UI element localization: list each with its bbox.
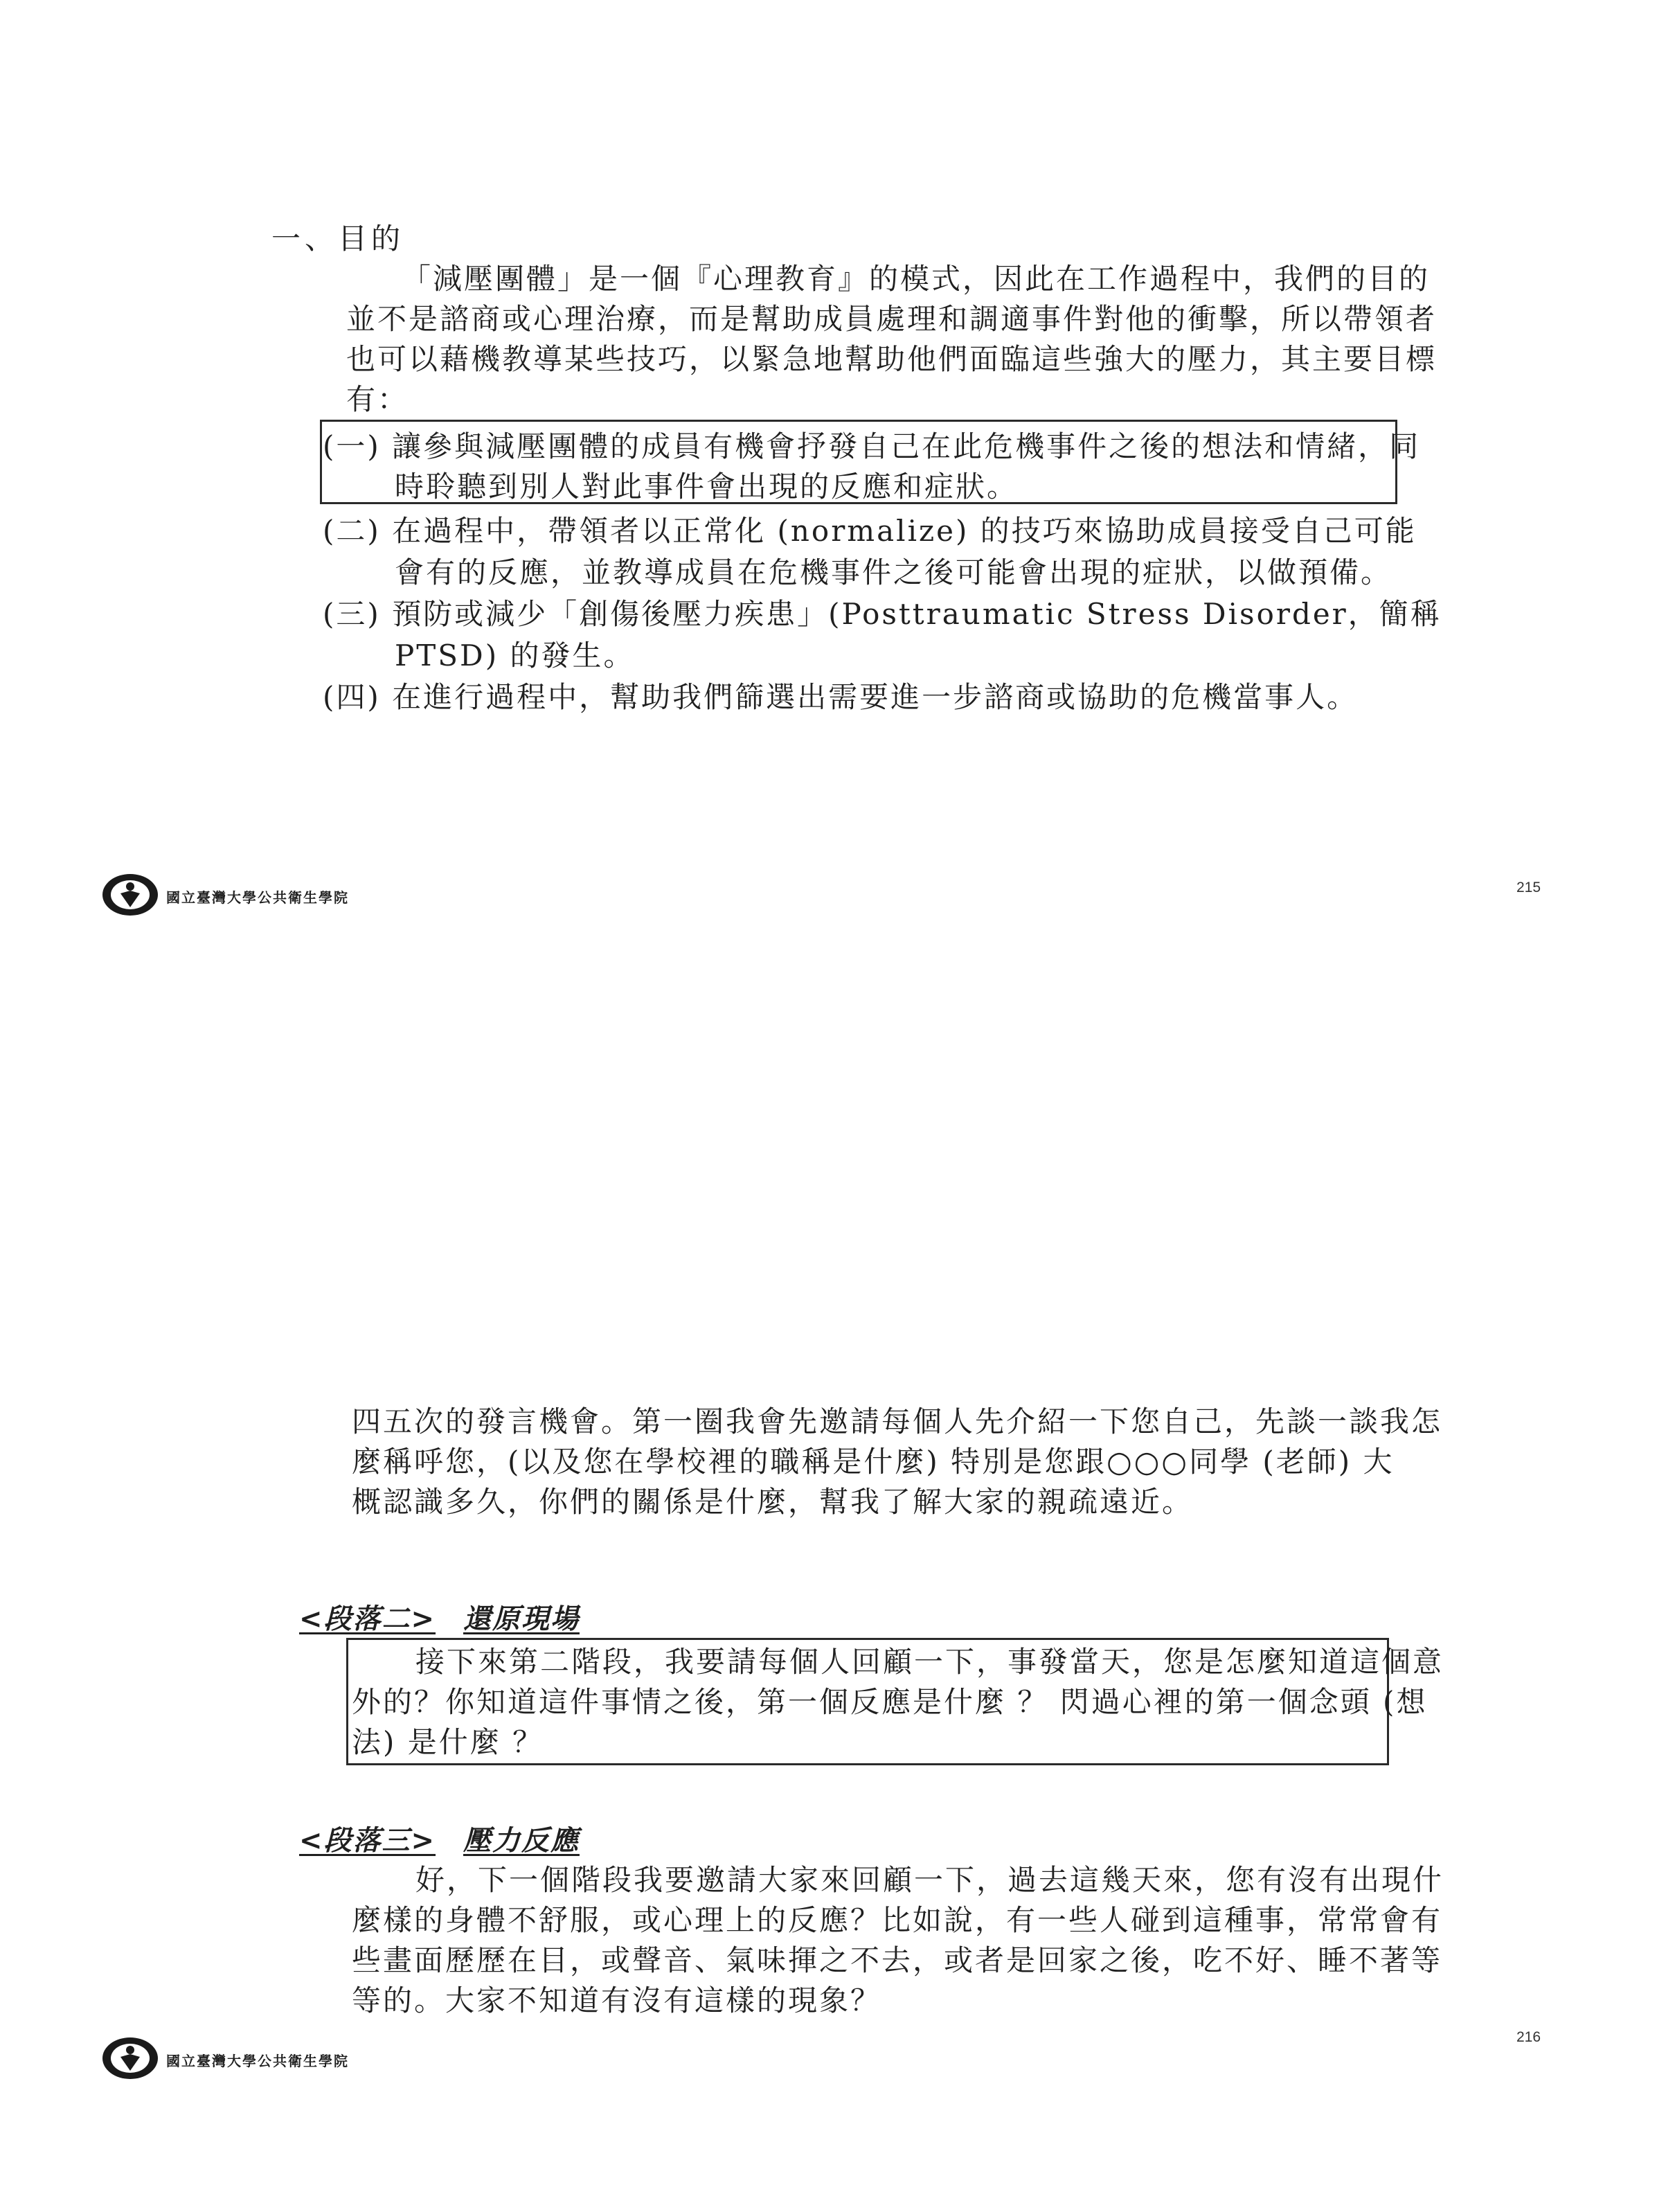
university-logo-icon	[101, 2036, 159, 2080]
section-2-line: 法) 是什麼 ？	[352, 1725, 544, 1759]
section-title: 壓力反應	[463, 1824, 580, 1857]
university-logo-icon	[101, 873, 159, 917]
section-heading-purpose: 一、目的	[271, 222, 405, 256]
list-item-2-line: 會有的反應，並教導成員在危機事件之後可能會出現的症狀，以做預備。	[395, 555, 1392, 589]
section-3-line: 好，下一個階段我要邀請大家來回顧一下，過去這幾天來，您有沒有出現什	[415, 1863, 1444, 1897]
continuation-line: 四五次的發言機會。第一圈我會先邀請每個人先介紹一下您自己，先談一談我怎	[352, 1404, 1443, 1438]
section-label: <段落二>	[299, 1603, 436, 1635]
section-3-line: 等的。大家不知道有沒有這樣的現象？	[352, 1983, 882, 2017]
list-item-4-line: (四) 在進行過程中，幫助我們篩選出需要進一步諮商或協助的危機當事人。	[323, 680, 1359, 714]
list-item-2-line: (二) 在過程中，帶領者以正常化 (normalize) 的技巧來協助成員接受自己可能	[323, 514, 1417, 548]
section-label: <段落三>	[299, 1824, 436, 1857]
section-3-line: 麼樣的身體不舒服，或心理上的反應？比如說，有一些人碰到這種事，常常會有	[352, 1903, 1443, 1937]
section-heading-2	[299, 1600, 580, 1639]
page-number: 216	[1516, 2029, 1541, 2045]
footer-organization: 國立臺灣大學公共衛生學院	[166, 889, 349, 906]
page-number: 215	[1516, 880, 1541, 895]
document-page-216	[0, 1106, 1666, 2212]
intro-line: 也可以藉機教導某些技巧，以緊急地幫助他們面臨這些強大的壓力，其主要目標	[346, 342, 1437, 376]
list-item-3-line: PTSD) 的發生。	[395, 639, 635, 672]
list-item-1-line: 時聆聽到別人對此事件會出現的反應和症狀。	[395, 470, 1019, 503]
section-2-line: 接下來第二階段，我要請每個人回顧一下，事發當天，您是怎麼知道這個意	[415, 1645, 1444, 1679]
section-heading-3	[299, 1821, 580, 1860]
section-2-line: 外的？你知道這件事情之後，第一個反應是什麼 ？ 閃過心裡的第一個念頭 (想	[352, 1685, 1428, 1719]
section-title: 還原現場	[463, 1603, 580, 1635]
list-item-3-line: (三) 預防或減少「創傷後壓力疾患」(Posttraumatic Stress Disorder，簡稱	[323, 597, 1442, 631]
footer-organization: 國立臺灣大學公共衛生學院	[166, 2053, 349, 2069]
continuation-line: 概認識多久，你們的關係是什麼，幫我了解大家的親疏遠近。	[352, 1485, 1194, 1519]
intro-line: 並不是諮商或心理治療，而是幫助成員處理和調適事件對他的衝擊，所以帶領者	[346, 302, 1437, 336]
section-3-line: 些畫面歷歷在目，或聲音、氣味揮之不去，或者是回家之後，吃不好、睡不著等	[352, 1943, 1443, 1977]
intro-line: 「減壓團體」是一個『心理教育』的模式，因此在工作過程中，我們的目的	[402, 262, 1431, 296]
continuation-line: 麼稱呼您，(以及您在學校裡的職稱是什麼) 特別是您跟○○○同學 (老師) 大	[352, 1445, 1395, 1479]
list-item-1-line: (一) 讓參與減壓團體的成員有機會抒發自己在此危機事件之後的想法和情緒，同	[323, 429, 1421, 463]
intro-line: 有：	[346, 382, 409, 416]
